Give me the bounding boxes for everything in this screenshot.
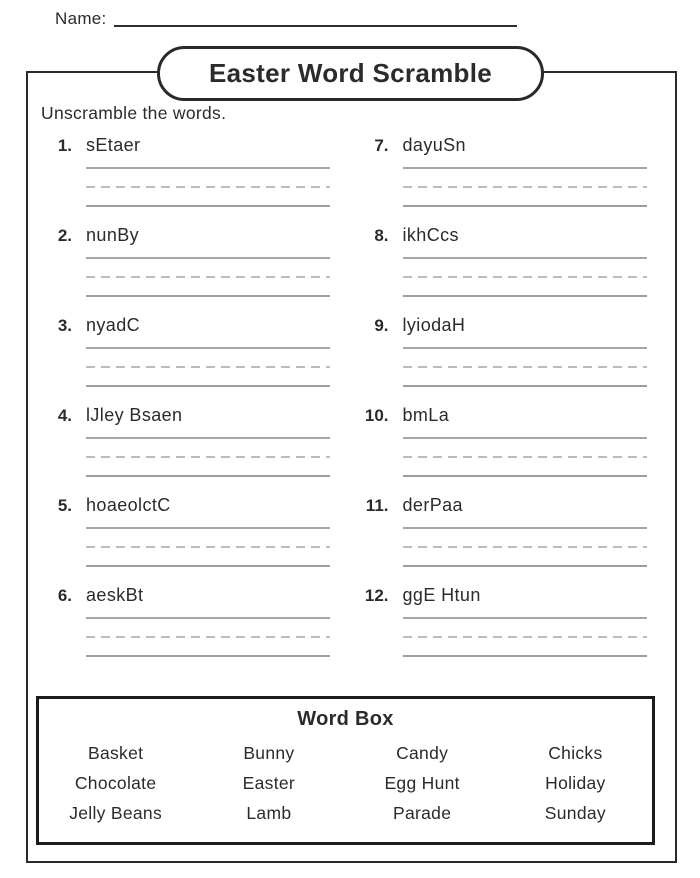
word-box-word: Chicks bbox=[548, 743, 603, 763]
scrambled-word: ikhCcs bbox=[402, 225, 459, 245]
page-title: Easter Word Scramble bbox=[209, 58, 492, 88]
answer-lines bbox=[86, 617, 330, 657]
answer-line-dashed bbox=[86, 456, 330, 458]
answer-line-dashed bbox=[403, 546, 647, 548]
scrambled-word: nunBy bbox=[86, 225, 140, 245]
answer-line-dashed bbox=[403, 366, 647, 368]
name-blank-line bbox=[114, 25, 517, 27]
item-number: 3. bbox=[57, 316, 72, 335]
scramble-item-11 bbox=[359, 495, 676, 567]
scramble-columns bbox=[28, 135, 675, 675]
scramble-item-12 bbox=[359, 585, 676, 657]
item-number: 10. bbox=[364, 406, 389, 425]
answer-lines bbox=[86, 257, 330, 297]
answer-line-bottom bbox=[86, 385, 330, 387]
answer-lines bbox=[403, 437, 647, 477]
scrambled-word: bmLa bbox=[402, 405, 450, 425]
word-box-word: Bunny bbox=[243, 743, 295, 763]
answer-lines bbox=[403, 617, 647, 657]
item-number: 1. bbox=[57, 136, 72, 155]
scramble-item-9 bbox=[359, 315, 676, 387]
answer-lines bbox=[403, 167, 647, 207]
answer-lines bbox=[403, 347, 647, 387]
item-number: 2. bbox=[57, 226, 72, 245]
scrambled-word: derPaa bbox=[402, 495, 463, 515]
answer-line-top bbox=[403, 527, 647, 529]
answer-line-top bbox=[403, 617, 647, 619]
name-label: Name: bbox=[55, 9, 107, 28]
item-number: 12. bbox=[364, 586, 389, 605]
answer-line-dashed bbox=[403, 456, 647, 458]
word-box-word: Lamb bbox=[246, 803, 292, 823]
word-box-grid bbox=[39, 743, 652, 824]
answer-line-bottom bbox=[86, 655, 330, 657]
answer-line-top bbox=[403, 167, 647, 169]
instruction-text: Unscramble the words. bbox=[41, 103, 227, 123]
answer-lines bbox=[86, 347, 330, 387]
answer-lines bbox=[86, 437, 330, 477]
scrambled-word: lyiodaH bbox=[402, 315, 466, 335]
answer-line-top bbox=[86, 257, 330, 259]
item-number: 5. bbox=[57, 496, 72, 515]
item-number: 7. bbox=[374, 136, 389, 155]
scramble-column-right bbox=[359, 135, 676, 675]
answer-line-top bbox=[403, 257, 647, 259]
answer-line-bottom bbox=[403, 385, 647, 387]
answer-line-bottom bbox=[403, 205, 647, 207]
answer-line-bottom bbox=[86, 205, 330, 207]
answer-line-dashed bbox=[403, 276, 647, 278]
answer-line-bottom bbox=[403, 655, 647, 657]
answer-lines bbox=[403, 257, 647, 297]
scrambled-word: ggE Htun bbox=[402, 585, 481, 605]
word-box-title: Word Box bbox=[297, 708, 394, 730]
item-number: 8. bbox=[374, 226, 389, 245]
answer-line-top bbox=[86, 617, 330, 619]
item-number: 4. bbox=[57, 406, 72, 425]
scramble-item-3 bbox=[42, 315, 359, 387]
answer-line-dashed bbox=[86, 276, 330, 278]
word-box-word: Basket bbox=[87, 743, 144, 763]
name-row bbox=[55, 9, 517, 29]
word-box-word: Sunday bbox=[544, 803, 606, 823]
answer-line-bottom bbox=[403, 565, 647, 567]
scramble-item-5 bbox=[42, 495, 359, 567]
answer-line-dashed bbox=[86, 546, 330, 548]
scrambled-word: nyadC bbox=[86, 315, 141, 335]
item-number: 11. bbox=[365, 496, 389, 515]
answer-line-bottom bbox=[86, 475, 330, 477]
answer-line-top bbox=[403, 347, 647, 349]
scramble-item-4 bbox=[42, 405, 359, 477]
scramble-item-10 bbox=[359, 405, 676, 477]
answer-line-dashed bbox=[86, 366, 330, 368]
item-number: 9. bbox=[374, 316, 389, 335]
item-number: 6. bbox=[57, 586, 72, 605]
worksheet-frame bbox=[26, 58, 677, 863]
answer-line-bottom bbox=[86, 295, 330, 297]
answer-line-bottom bbox=[403, 295, 647, 297]
word-box-word: Parade bbox=[393, 803, 452, 823]
scrambled-word: hoaeolctC bbox=[86, 495, 171, 515]
scrambled-word: lJley Bsaen bbox=[86, 405, 183, 425]
scrambled-word: aeskBt bbox=[86, 585, 144, 605]
answer-line-bottom bbox=[403, 475, 647, 477]
answer-line-bottom bbox=[86, 565, 330, 567]
word-box-word: Chocolate bbox=[74, 773, 157, 793]
answer-line-dashed bbox=[86, 636, 330, 638]
answer-line-dashed bbox=[403, 636, 647, 638]
word-box-word: Egg Hunt bbox=[384, 773, 460, 793]
word-box bbox=[36, 696, 655, 845]
word-box-word: Easter bbox=[242, 773, 296, 793]
answer-lines bbox=[86, 527, 330, 567]
scrambled-word: dayuSn bbox=[402, 135, 466, 155]
answer-line-top bbox=[86, 437, 330, 439]
answer-line-dashed bbox=[86, 186, 330, 188]
scramble-item-7 bbox=[359, 135, 676, 207]
answer-line-top bbox=[403, 437, 647, 439]
word-box-word: Holiday bbox=[545, 773, 606, 793]
answer-line-dashed bbox=[403, 186, 647, 188]
answer-line-top bbox=[86, 167, 330, 169]
answer-lines bbox=[403, 527, 647, 567]
word-box-word: Jelly Beans bbox=[69, 803, 163, 823]
scramble-item-8 bbox=[359, 225, 676, 297]
scrambled-word: sEtaer bbox=[86, 135, 141, 155]
word-box-word: Candy bbox=[396, 743, 449, 763]
scramble-item-6 bbox=[42, 585, 359, 657]
scramble-item-1 bbox=[42, 135, 359, 207]
scramble-column-left bbox=[42, 135, 359, 675]
answer-line-top bbox=[86, 527, 330, 529]
scramble-item-2 bbox=[42, 225, 359, 297]
answer-line-top bbox=[86, 347, 330, 349]
title-banner bbox=[157, 46, 544, 101]
answer-lines bbox=[86, 167, 330, 207]
